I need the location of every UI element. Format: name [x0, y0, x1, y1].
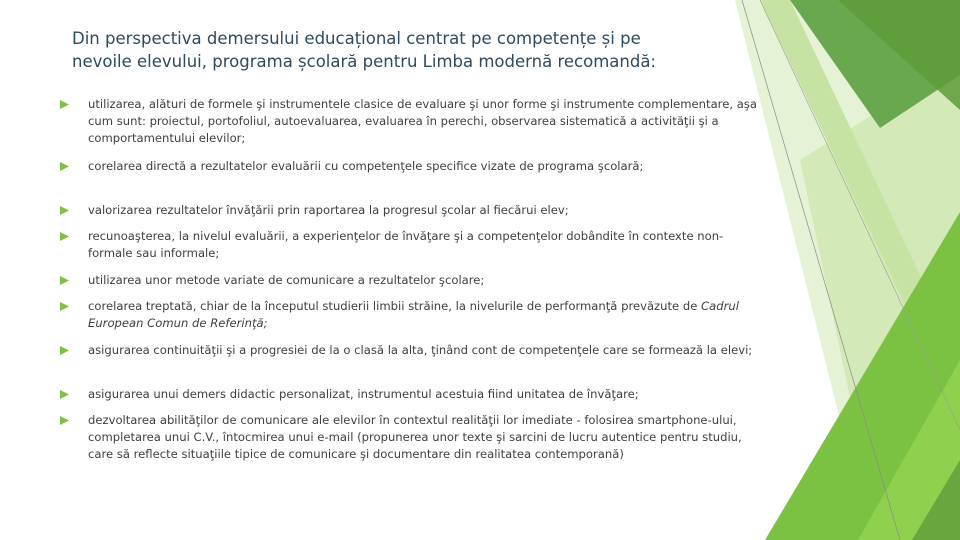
- green-triangle-icon: [60, 100, 69, 109]
- bullet-text: recunoaşterea, la nivelul evaluării, a experienţelor de învăţare şi a competenţelor dobândite în contexte non-formale sau informale;: [88, 229, 724, 260]
- bullet-item: [60, 412, 765, 463]
- bullet-item: [60, 202, 569, 219]
- bullet-item: [60, 386, 639, 403]
- bullet-item: [60, 298, 765, 332]
- bullet-item: [60, 158, 643, 175]
- green-triangle-icon: [60, 416, 69, 425]
- green-triangle-icon: [60, 276, 69, 285]
- bullet-text-italic: Cadrul European Comun de Referinţă;: [88, 299, 739, 330]
- bullet-text: corelarea directă a rezultatelor evaluării cu competenţele specifice vizate de programa şcolară;: [88, 159, 644, 173]
- green-triangle-icon: [60, 346, 69, 355]
- slide-title: [72, 27, 752, 73]
- slide-title-line-1: Din perspectiva demersului educațional centrat pe competențe și pe: [72, 29, 641, 48]
- bullet-text: utilizarea, alături de formele şi instrumentele clasice de evaluare şi unor forme şi instrumente complementare, aşa cum sunt: proiectul, portofoliul, autoevaluarea, evaluarea în perechi, observarea sistematică a activităţii şi a comportamentului elevilor;: [88, 97, 757, 145]
- bullet-text: asigurarea unui demers didactic personalizat, instrumentul acestuia fiind unitatea de învăţare;: [88, 387, 639, 401]
- green-triangle-icon: [60, 206, 69, 215]
- bullet-item: [60, 96, 765, 147]
- bullet-text: dezvoltarea abilităţilor de comunicare ale elevilor în contextul realităţii lor imediate - folosirea smartphone-ului, completarea unui C.V., întocmirea unui e-mail (propunerea unor texte şi sarcini de lucru autentice pentru studiu, care să reflecte situaţiile tipice de comunicare şi documentare din realitatea contemporană): [88, 413, 742, 461]
- green-triangle-icon: [60, 232, 69, 241]
- green-triangle-icon: [60, 390, 69, 399]
- bullet-item: [60, 272, 484, 289]
- green-triangle-icon: [60, 162, 69, 171]
- green-triangle-icon: [60, 302, 69, 311]
- bullet-text: asigurarea continuităţii şi a progresiei de la o clasă la alta, ţinând cont de competenţele care se formează la elevi;: [88, 343, 753, 357]
- slide-title-line-2: nevoile elevului, programa școlară pentru Limba modernă recomandă:: [72, 52, 656, 71]
- bullet-text: valorizarea rezultatelor învăţării prin raportarea la progresul şcolar al fiecărui elev;: [88, 203, 569, 217]
- bullet-text: corelarea treptată, chiar de la începutul studierii limbii străine, la nivelurile de performanţă prevăzute de: [88, 299, 702, 313]
- bullet-item: [60, 342, 752, 359]
- bullet-text: utilizarea unor metode variate de comunicare a rezultatelor şcolare;: [88, 273, 485, 287]
- bullet-item: [60, 228, 765, 262]
